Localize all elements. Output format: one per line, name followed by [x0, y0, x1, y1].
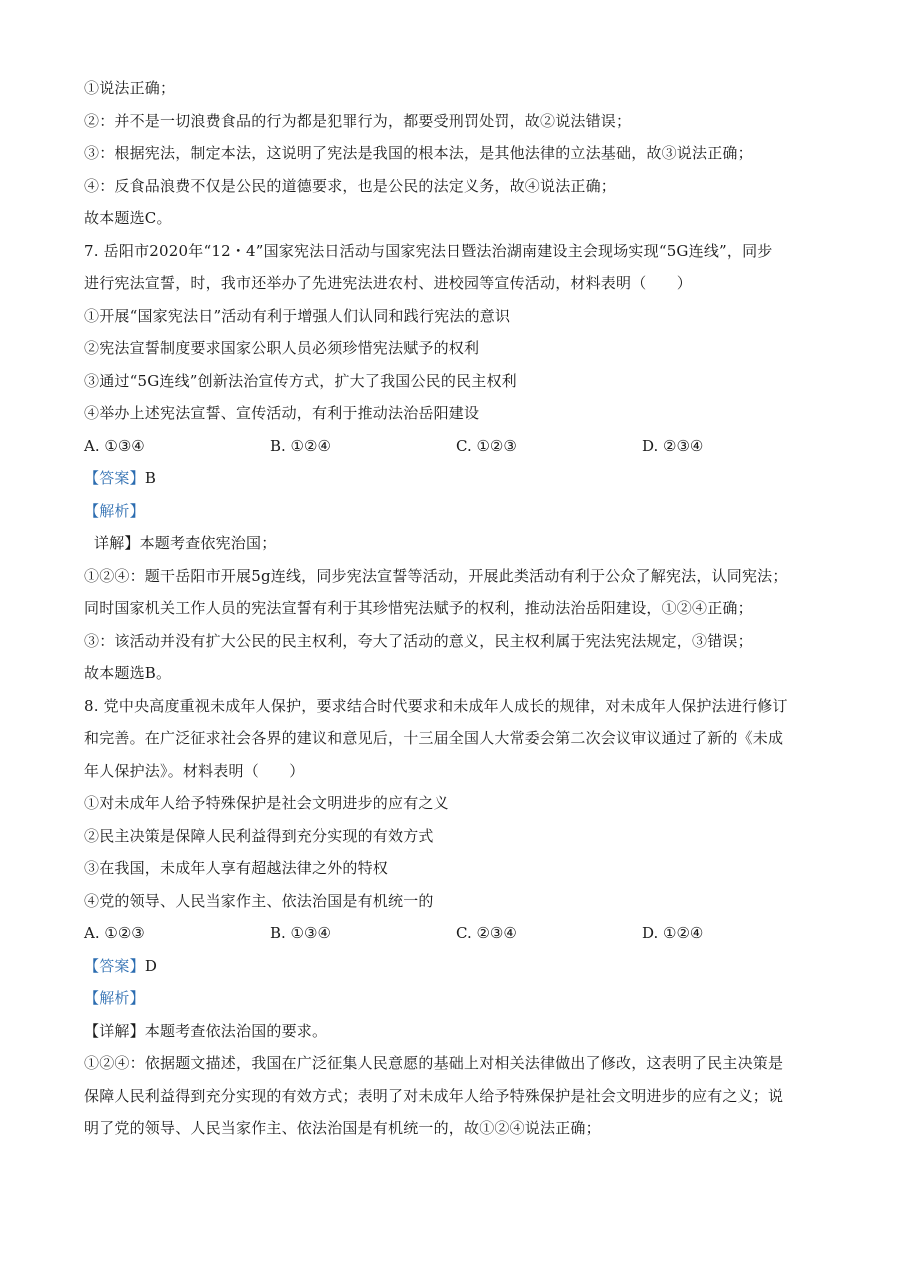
option-c: C. ②③④ [456, 924, 517, 942]
answer-options [84, 917, 834, 950]
question-stem: 进行宪法宣誓，时，我市还举办了先进宪法进农村、进校园等宣传活动，材料表明（ ） [84, 274, 693, 292]
statement-item: ②宪法宣誓制度要求国家公职人员必须珍惜宪法赋予的权利 [84, 339, 480, 357]
answer-line [84, 950, 834, 983]
question-stem: 7. 岳阳市2020年“12・4”国家宪法日活动与国家宪法日暨法治湖南建设主会现场实现“5G连线”，同步 [84, 241, 773, 260]
explanation-line: 故本题选B。 [84, 664, 172, 682]
text-line: ③：根据宪法，制定本法，这说明了宪法是我国的根本法，是其他法律的立法基础，故③说法正确； [84, 144, 753, 162]
text-line: 故本题选C。 [84, 209, 172, 227]
answer-value: D [144, 956, 158, 975]
answer-tag: 【答案】 [84, 956, 145, 975]
option-c: C. ①②③ [456, 436, 517, 455]
statement-item: ③通过“5G连线”创新法治宣传方式，扩大了我国公民的民主权利 [84, 371, 517, 390]
option-d: D. ①②④ [642, 924, 704, 942]
question-stem: 年人保护法》。材料表明（ ） [84, 761, 305, 780]
detail-line: 【详解】本题考查依法治国的要求。 [84, 1021, 328, 1040]
statement-item: ①对未成年人给予特殊保护是社会文明进步的应有之义 [84, 794, 449, 812]
question-7 [84, 235, 834, 690]
analysis-tag: 【解析】 [84, 501, 145, 520]
question-stem: 和完善。在广泛征求社会各界的建议和意见后，十三届全国人大常委会第二次会议审议通过了新的《未成 [84, 729, 784, 747]
option-a: A. ①②③ [84, 924, 145, 942]
statement-item: ①开展“国家宪法日”活动有利于增强人们认同和践行宪法的意识 [84, 306, 511, 325]
analysis-tag: 【解析】 [84, 989, 145, 1007]
detail-line: 详解】本题考查依宪治国； [94, 534, 277, 552]
statement-item: ④党的领导、人民当家作主、依法治国是有机统一的 [84, 891, 434, 910]
question-8 [84, 690, 834, 1145]
explanation-line: ①②④：依据题文描述，我国在广泛征集人民意愿的基础上对相关法律做出了修改，这表明了民主决策是 [84, 1054, 784, 1072]
answer-options [84, 430, 834, 463]
option-b: B. ①②④ [270, 436, 331, 455]
answer-tag: 【答案】 [84, 469, 145, 487]
option-d: D. ②③④ [642, 436, 704, 455]
answer-value: B [144, 469, 157, 487]
text-line: ②：并不是一切浪费食品的行为都是犯罪行为，都要受刑罚处罚，故②说法错误； [84, 111, 632, 130]
explanation-line: ①②④：题干岳阳市开展5g连线，同步宪法宣誓等活动，开展此类活动有利于公众了解宪法，认同宪法； [84, 566, 788, 585]
option-b: B. ①③④ [270, 924, 331, 942]
text-line: ①说法正确； [84, 79, 176, 97]
previous-analysis [84, 72, 834, 235]
explanation-line: 保障人民利益得到充分实现的有效方式；表明了对未成年人给予特殊保护是社会文明进步的应有之义；说 [84, 1086, 784, 1105]
answer-line [84, 462, 834, 495]
explanation-line: 同时国家机关工作人员的宪法宣誓有利于其珍惜宪法赋予的权利，推动法治岳阳建设，①②④正确； [84, 599, 753, 617]
explanation-line: 明了党的领导、人民当家作主、依法治国是有机统一的，故①②④说法正确； [84, 1119, 601, 1137]
text-line: ④：反食品浪费不仅是公民的道德要求，也是公民的法定义务，故④说法正确； [84, 176, 617, 195]
statement-item: ④举办上述宪法宣誓、宣传活动，有利于推动法治岳阳建设 [84, 404, 480, 422]
statement-item: ②民主决策是保障人民利益得到充分实现的有效方式 [84, 826, 434, 845]
question-stem: 8. 党中央高度重视未成年人保护，要求结合时代要求和未成年人成长的规律，对未成年人保护法进行修订 [84, 696, 788, 715]
statement-item: ③在我国，未成年人享有超越法律之外的特权 [84, 859, 389, 877]
document-page [84, 72, 834, 1145]
explanation-line: ③：该活动并没有扩大公民的民主权利，夸大了活动的意义，民主权利属于宪法宪法规定，③错误； [84, 631, 753, 650]
option-a: A. ①③④ [84, 436, 145, 455]
